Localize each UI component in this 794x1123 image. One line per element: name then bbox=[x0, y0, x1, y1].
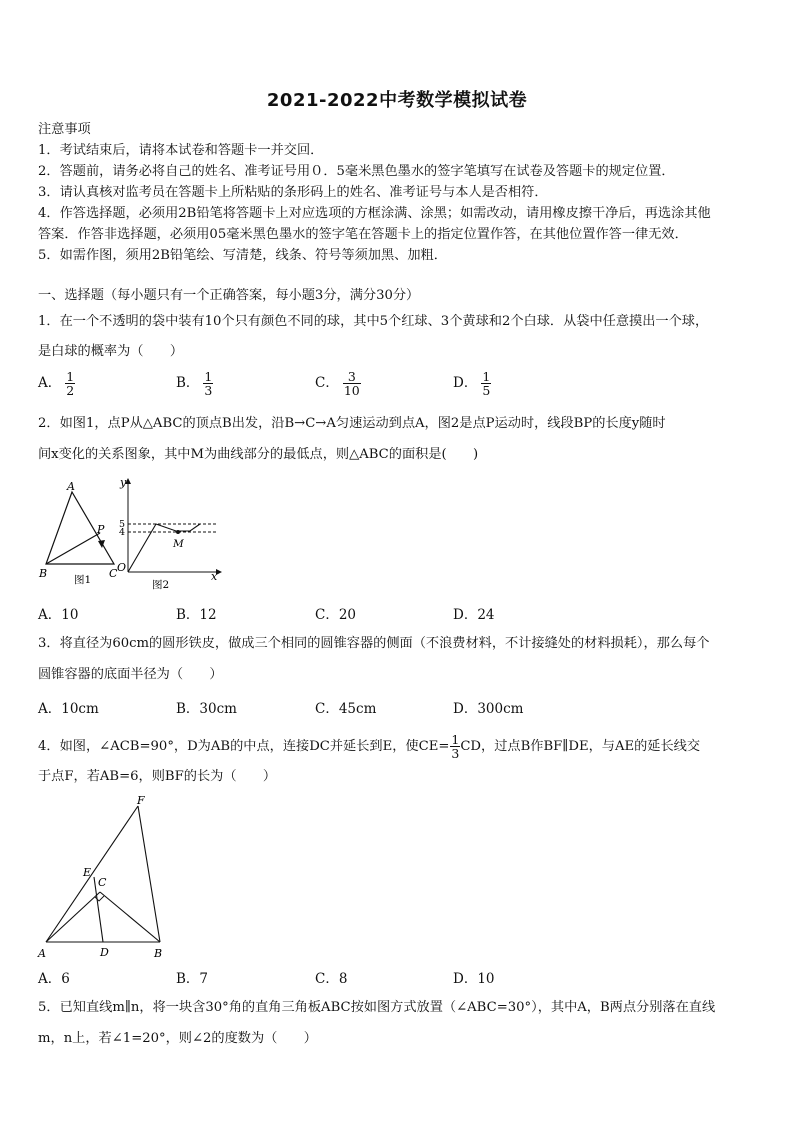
notice-line-1: 1．考试结束后，请将本试卷和答题卡一并交回． bbox=[38, 143, 324, 158]
q3-option-a[interactable]: A．10cm bbox=[38, 701, 99, 717]
fig4-label-b: B bbox=[154, 947, 163, 960]
fig4-label-f: F bbox=[137, 794, 145, 807]
q1-option-b[interactable]: B． $\frac{1}{3}$ bbox=[176, 369, 213, 398]
notice-line-6: 5．如需作图，须用2B铅笔绘、写清楚，线条、符号等须加黑、加粗． bbox=[38, 248, 447, 263]
q2-option-b[interactable]: B．12 bbox=[176, 607, 217, 623]
q4-option-d[interactable]: D．10 bbox=[453, 971, 495, 987]
q5-stem-line-2: m，n上，若∠1=20°，则∠2的度数为（ ） bbox=[38, 1031, 317, 1046]
fig4-label-e: E bbox=[83, 866, 92, 879]
fig1-label-b: B bbox=[39, 567, 48, 580]
q3-option-b[interactable]: B．30cm bbox=[176, 701, 237, 717]
q1-option-c[interactable]: C． $\frac{3}{10}$ bbox=[315, 369, 360, 398]
notice-line-5: 答案．作答非选择题，必须用05毫米黑色墨水的签字笔在答题卡上的指定位置作答，在其他位置作答一律无效． bbox=[38, 227, 688, 242]
fig2-label-m: M bbox=[173, 538, 184, 550]
q4-option-c[interactable]: C．8 bbox=[315, 971, 348, 987]
fig2-tick-5: 5 bbox=[119, 519, 126, 530]
q1-option-d-fraction: $\frac{1}{5}$ bbox=[482, 369, 491, 398]
q2-stem-line-2: 间x变化的关系图象，其中M为曲线部分的最低点，则△ABC的面积是( ) bbox=[38, 447, 479, 462]
fig1-label-c: C bbox=[109, 567, 118, 580]
fig4-label-a: A bbox=[38, 947, 46, 960]
page-title: 2021-2022中考数学模拟试卷 bbox=[266, 90, 528, 111]
q4-figure bbox=[36, 790, 176, 962]
notice-line-2: 2．答题前，请务必将自己的姓名、准考证号用０．5毫米黑色墨水的签字笔填写在试卷及答题卡的规定位置． bbox=[38, 164, 675, 179]
q2-option-d[interactable]: D．24 bbox=[453, 607, 495, 623]
fig1-label-a: A bbox=[67, 480, 75, 493]
notice-line-4: 4．作答选择题，必须用2B铅笔将答题卡上对应选项的方框涂满、涂黑；如需改动，请用橡皮擦干净后，再选涂其他 bbox=[38, 206, 711, 221]
q4-stem-line-2: 于点F，若AB=6，则BF的长为（ ） bbox=[38, 769, 277, 784]
q1-option-d[interactable]: D． $\frac{1}{5}$ bbox=[453, 369, 491, 398]
fig1-label-p: P bbox=[97, 523, 105, 536]
q1-option-a[interactable]: A． $\frac{1}{2}$ bbox=[38, 369, 75, 398]
fig2-tick-4: 4 bbox=[119, 527, 126, 538]
q4-stem-line-1: 4．如图，∠ACB=90°，D为AB的中点，连接DC并延长到E，使CE= $\frac{1}{3}$ CD，过点B作BF∥DE，与AE的延长线交 bbox=[38, 732, 701, 761]
fig2-label-x: x bbox=[211, 570, 218, 583]
notice-line-3: 3．请认真核对监考员在答题卡上所粘贴的条形码上的姓名、准考证号与本人是否相符． bbox=[38, 185, 548, 200]
q4-option-b[interactable]: B．7 bbox=[176, 971, 209, 987]
q1-option-a-fraction: $\frac{1}{2}$ bbox=[66, 369, 75, 398]
q1-option-b-fraction: $\frac{1}{3}$ bbox=[204, 369, 213, 398]
q3-stem-line-1: 3．将直径为60cm的圆形铁皮，做成三个相同的圆锥容器的侧面（不浪费材料，不计接缝处的材料损耗），那么每个 bbox=[38, 636, 710, 651]
fig2-label-o: O bbox=[117, 561, 127, 574]
q2-option-c[interactable]: C．20 bbox=[315, 607, 357, 623]
fig2-caption: 图2 bbox=[152, 579, 170, 591]
q2-stem-line-1: 2．如图1，点P从△ABC的顶点B出发，沿B→C→A匀速运动到点A，图2是点P运动时，线段BP的长度y随时 bbox=[38, 416, 666, 431]
q2-option-a[interactable]: A．10 bbox=[38, 607, 79, 623]
q1-option-c-fraction: $\frac{3}{10}$ bbox=[343, 369, 360, 398]
q3-option-d[interactable]: D．300cm bbox=[453, 701, 524, 717]
q3-stem-line-2: 圆锥容器的底面半径为（ ） bbox=[38, 667, 223, 682]
section-heading: 一、选择题（每小题只有一个正确答案，每小题3分，满分30分） bbox=[38, 288, 420, 303]
fig2-label-y: y bbox=[120, 476, 127, 489]
q1-stem-line-2: 是白球的概率为（ ） bbox=[38, 344, 184, 359]
q5-stem-line-1: 5．已知直线m∥n，将一块含30°角的直角三角板ABC按如图方式放置（∠ABC=30°），其中A，B两点分别落在直线 bbox=[38, 1000, 716, 1015]
fig4-label-c: C bbox=[98, 876, 107, 889]
q3-option-c[interactable]: C．45cm bbox=[315, 701, 377, 717]
notice-heading: 注意事项 bbox=[38, 122, 91, 137]
fig1-caption: 图1 bbox=[74, 574, 92, 586]
q4-option-a[interactable]: A．6 bbox=[38, 971, 70, 987]
q2-figure-2 bbox=[112, 474, 224, 592]
q4-fraction: $\frac{1}{3}$ bbox=[451, 732, 460, 761]
fig4-label-d: D bbox=[100, 946, 109, 959]
q1-stem-line-1: 1．在一个不透明的袋中装有10个只有颜色不同的球，其中5个红球、3个黄球和2个白球．从袋中任意摸出一个球， bbox=[38, 314, 709, 329]
